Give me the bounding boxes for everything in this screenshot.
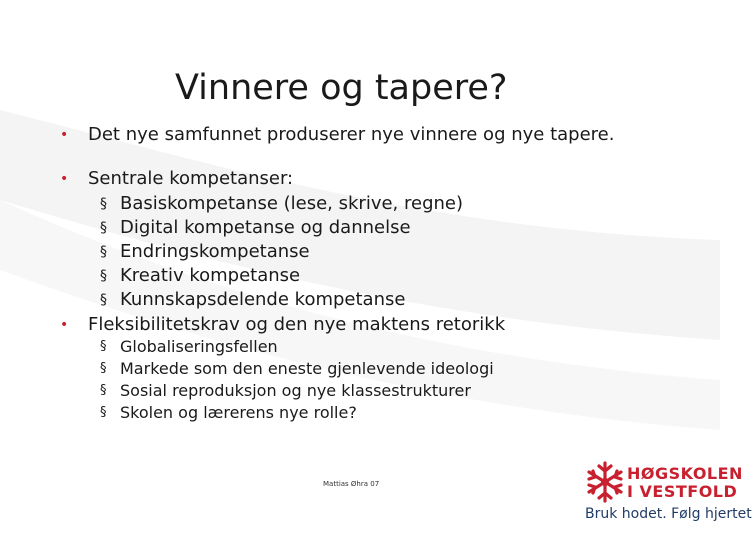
slide-title: Vinnere og tapere?	[175, 68, 508, 108]
sub-bullet-text: Markede som den eneste gjenlevende ideologi	[120, 359, 494, 378]
sub-bullet-text: Globaliseringsfellen	[120, 337, 278, 356]
sub-bullet-marker: §	[100, 292, 107, 308]
slide-footer: Mattias Øhra 07	[323, 480, 380, 488]
bullet-marker: •	[60, 317, 69, 333]
sub-bullet-marker: §	[100, 405, 107, 420]
sub-bullet-text: Kunnskapsdelende kompetanse	[120, 289, 406, 310]
sub-bullet-text: Skolen og lærerens nye rolle?	[120, 403, 357, 422]
bullet-text: Fleksibilitetskrav og den nye maktens retorikk	[88, 314, 506, 335]
sub-bullet-text: Digital kompetanse og dannelse	[120, 217, 411, 238]
sub-bullet-text: Basiskompetanse (lese, skrive, regne)	[120, 193, 464, 214]
sub-bullet-text: Endringskompetanse	[120, 241, 310, 262]
sub-bullet-marker: §	[100, 383, 107, 398]
bullet-text: Det nye samfunnet produserer nye vinnere og nye tapere.	[88, 124, 615, 145]
sub-bullet-marker: §	[100, 268, 107, 284]
sub-bullet-text: Sosial reproduksjon og nye klassestrukturer	[120, 381, 471, 400]
sub-bullet-text: Kreativ kompetanse	[120, 265, 301, 286]
logo-line-2: I VESTFOLD	[627, 482, 738, 501]
institution-logo	[583, 456, 752, 536]
sub-bullet-marker: §	[100, 196, 107, 212]
bullet-marker: •	[60, 171, 69, 187]
bullet-text: Sentrale kompetanser:	[88, 168, 294, 189]
sub-bullet-marker: §	[100, 361, 107, 376]
snowflake-emblem-icon	[585, 460, 625, 504]
sub-bullet-marker: §	[100, 220, 107, 236]
sub-bullet-marker: §	[100, 339, 107, 354]
logo-tagline: Bruk hodet. Følg hjertet	[585, 506, 752, 522]
bullet-marker: •	[60, 127, 69, 143]
sub-bullet-marker: §	[100, 244, 107, 260]
logo-line-1: HØGSKOLEN	[627, 464, 743, 483]
